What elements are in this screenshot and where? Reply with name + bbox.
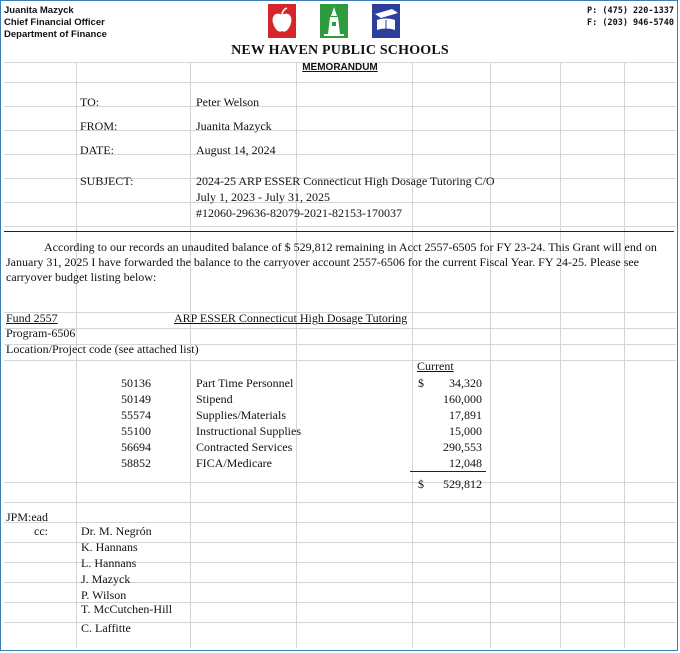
from-value: Juanita Mazyck: [196, 119, 272, 133]
contact-block: [587, 5, 674, 29]
to-value: Peter Welson: [196, 95, 260, 109]
row-amount: 15,000: [449, 424, 482, 438]
row-amount: 160,000: [443, 392, 482, 406]
subject-label: SUBJECT:: [80, 174, 134, 188]
row-amount: 17,891: [449, 408, 482, 422]
cc-item: L. Hannans: [81, 556, 137, 570]
section-divider: [4, 231, 674, 232]
row-description: Stipend: [196, 392, 233, 406]
memo-title: MEMORANDUM: [302, 62, 378, 73]
fax-number: F: (203) 946-5740: [587, 18, 674, 28]
fund-label: Fund 2557: [6, 311, 58, 325]
cc-item: P. Wilson: [81, 588, 127, 602]
cc-item: J. Mazyck: [81, 572, 131, 586]
row-amount: 34,320: [449, 376, 482, 390]
to-label: TO:: [80, 95, 100, 109]
row-description: Part Time Personnel: [196, 376, 294, 390]
apple-logo-icon: [268, 4, 296, 38]
body-paragraph: According to our records an unaudited balance of $ 529,812 remaining in Acct 2557-6505 for FY 23-24. This Grant will end on January 31, 2025 I have forwarded the balance to the carryover account 2557-6506 for the current Fiscal Year. FY 24-25. Please see carryover budget listing below:: [6, 240, 657, 284]
row-amount: 290,553: [443, 440, 482, 454]
total-currency: $: [418, 477, 424, 491]
sender-name: Juanita Mazyck: [4, 5, 74, 16]
tower-logo-icon: [320, 4, 348, 38]
cc-item: C. Laffitte: [81, 621, 131, 635]
total-amount: 529,812: [443, 477, 482, 491]
row-description: Contracted Services: [196, 440, 293, 454]
sender-block: [4, 5, 107, 41]
row-code: 56694: [121, 440, 151, 454]
date-label: DATE:: [80, 143, 114, 157]
from-label: FROM:: [80, 119, 118, 133]
cc-item: Dr. M. Negrón: [81, 524, 152, 538]
row-code: 50136: [121, 376, 151, 390]
subject-line-2: July 1, 2023 - July 31, 2025: [196, 190, 331, 204]
row-description: FICA/Medicare: [196, 456, 272, 470]
location-label: Location/Project code (see attached list): [6, 342, 199, 356]
date-value: August 14, 2024: [196, 143, 276, 157]
fund-title: ARP ESSER Connecticut High Dosage Tutoring: [174, 311, 408, 325]
subject-line-1: 2024-25 ARP ESSER Connecticut High Dosage Tutoring C/O: [196, 174, 495, 188]
cc-item: T. McCutchen-Hill: [81, 602, 173, 616]
row-description: Supplies/Materials: [196, 408, 286, 422]
phone-number: P: (475) 220-1337: [587, 6, 674, 16]
row-description: Instructional Supplies: [196, 424, 301, 438]
cc-label: cc:: [34, 524, 48, 538]
subject-line-3: #12060-29636-82079-2021-82153-170037: [196, 206, 402, 220]
total-rule: [410, 471, 486, 472]
sender-department: Department of Finance: [4, 29, 107, 40]
graduation-cap-logo-icon: [372, 4, 400, 38]
row-code: 50149: [121, 392, 151, 406]
row-code: 55100: [121, 424, 151, 438]
program-label: Program-6506: [6, 326, 76, 340]
sender-title: Chief Financial Officer: [4, 17, 105, 28]
cc-item: K. Hannans: [81, 540, 138, 554]
initials: JPM:ead: [6, 510, 48, 524]
row-amount: 12,048: [449, 456, 482, 470]
row-code: 58852: [121, 456, 151, 470]
school-name: NEW HAVEN PUBLIC SCHOOLS: [231, 43, 449, 58]
row-currency: $: [418, 376, 424, 390]
current-column-header: Current: [417, 359, 454, 373]
row-code: 55574: [121, 408, 151, 422]
